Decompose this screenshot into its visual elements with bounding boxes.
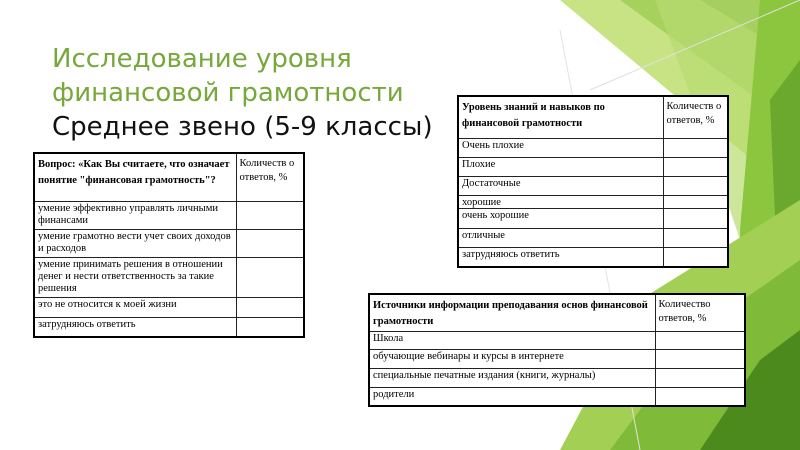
meaning-header-count: Количеств о ответов, % bbox=[236, 153, 304, 201]
sources-row-value bbox=[655, 388, 745, 406]
meaning-row-value bbox=[236, 317, 304, 337]
meaning-row-value bbox=[236, 201, 304, 229]
level-row-label: отличные bbox=[458, 228, 663, 247]
sources-row-label: родители bbox=[369, 388, 655, 406]
level-row-label: очень хорошие bbox=[458, 208, 663, 228]
meaning-row-label: затрудняюсь ответить bbox=[34, 317, 236, 337]
level-row-label: Плохие bbox=[458, 157, 663, 176]
sources-header-count: Количество ответов, % bbox=[655, 294, 745, 332]
meaning-row-value bbox=[236, 297, 304, 317]
level-row-value bbox=[663, 138, 728, 157]
sources-row-label: Школа bbox=[369, 332, 655, 350]
meaning-row-value bbox=[236, 257, 304, 297]
level-row-value bbox=[663, 195, 728, 208]
slide-title: Исследование уровня финансовой грамотности bbox=[52, 44, 404, 108]
level-row-value bbox=[663, 176, 728, 195]
meaning-row-value bbox=[236, 229, 304, 257]
level-header-label: Уровень знаний и навыков по финансовой грамотности bbox=[458, 96, 663, 138]
sources-header-label: Источники информации преподавания основ финансовой грамотности bbox=[369, 294, 655, 332]
slide-subtitle: Среднее звено (5-9 классы) bbox=[52, 112, 433, 142]
meaning-row-label: это не относится к моей жизни bbox=[34, 297, 236, 317]
sources-row-value bbox=[655, 369, 745, 388]
level-row-value bbox=[663, 208, 728, 228]
level-row-value bbox=[663, 247, 728, 267]
sources-row-label: обучающие вебинары и курсы в интернете bbox=[369, 350, 655, 369]
meaning-table bbox=[33, 152, 305, 338]
level-row-label: хорошие bbox=[458, 195, 663, 208]
meaning-row-label: умение эффективно управлять личными финансами bbox=[34, 201, 236, 229]
level-row-label: затрудняюсь ответить bbox=[458, 247, 663, 267]
sources-row-value bbox=[655, 332, 745, 350]
level-row-value bbox=[663, 157, 728, 176]
meaning-header-question: Вопрос: «Как Вы считаете, что означает понятие "финансовая грамотность"? bbox=[34, 153, 236, 201]
meaning-row-label: умение грамотно вести учет своих доходов и расходов bbox=[34, 229, 236, 257]
sources-table bbox=[368, 293, 746, 407]
level-row-label: Достаточные bbox=[458, 176, 663, 195]
sources-row-value bbox=[655, 350, 745, 369]
level-row-value bbox=[663, 228, 728, 247]
knowledge-level-table bbox=[457, 95, 729, 268]
sources-row-label: специальные печатные издания (книги, журналы) bbox=[369, 369, 655, 388]
level-row-label: Очень плохие bbox=[458, 138, 663, 157]
meaning-row-label: умение принимать решения в отношении денег и нести ответственность за такие решения bbox=[34, 257, 236, 297]
level-header-count: Количеств о ответов, % bbox=[663, 96, 728, 138]
